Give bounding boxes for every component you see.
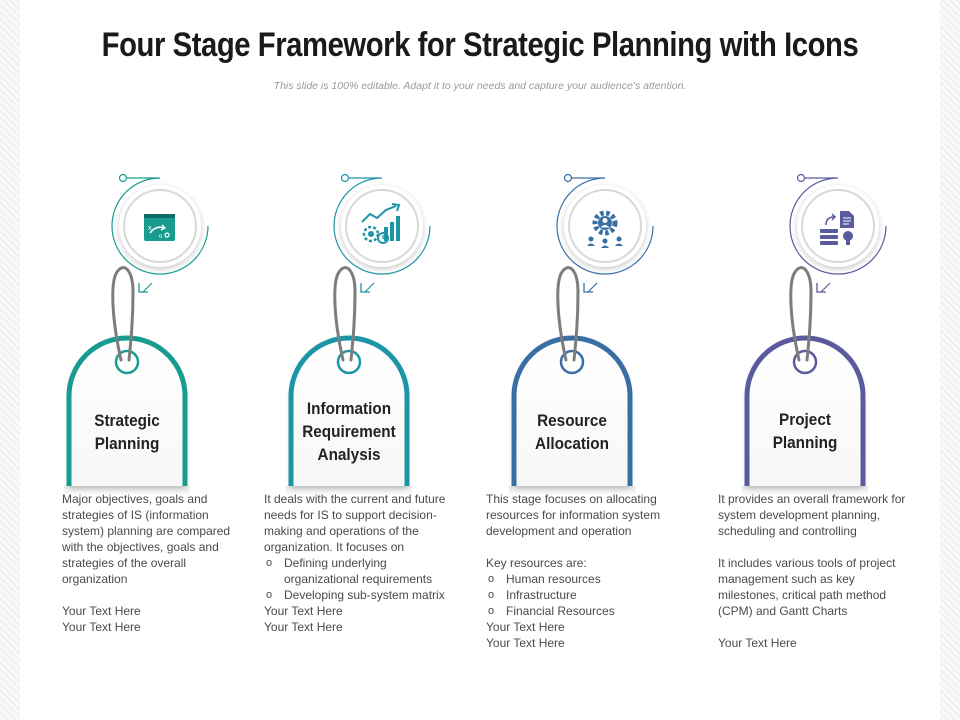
slide-title: Four Stage Framework for Strategic Planning with Icons [101,26,859,64]
slide-subtitle: This slide is 100% editable. Adapt it to your needs and capture your audience’s attention. [273,80,687,92]
svg-text:o: o [159,234,163,240]
placeholder-text: Your Text Here [62,620,141,634]
description-text: It provides an overall framework for system development planning, scheduling and controlling [718,492,906,538]
stage-1-title-line: Strategic [94,411,160,430]
stage-1-description [62,491,238,635]
bullet-item: o Developing sub-system matrix [264,587,450,603]
bullet-item: o Infrastructure [486,587,676,603]
stage-2-title-line: Requirement [302,422,396,441]
stage-1-title-line: Planning [94,434,160,453]
stage-3-icon-badge [557,175,653,293]
bullet-item: o Financial Resources [486,603,676,619]
bullet-list [264,555,450,603]
description-text: It deals with the current and future needs for IS to support decision-making and operations of the organization. It focuses on [264,492,446,554]
svg-text:x: x [148,225,152,232]
stage-4-title [747,408,864,454]
stage-4-title-line: Planning [772,433,838,452]
key-resources-heading: Key resources are: [486,556,587,570]
stage-2-title [291,397,408,466]
placeholder-text: Your Text Here [264,604,343,618]
placeholder-text: Your Text Here [62,604,141,618]
stage-2-title-line: Information [306,399,392,418]
description-text: This stage focuses on allocating resources for information system development and operation [486,492,661,538]
placeholder-text: Your Text Here [486,620,565,634]
strategy-board-icon [144,214,175,241]
bullet-item: o Defining underlying organizational requirements [264,555,450,587]
placeholder-text: Your Text Here [718,636,797,650]
stage-4-description [718,491,914,651]
stage-3-title-line: Resource [537,411,607,430]
description-text: Major objectives, goals and strategies of IS (information system) planning are compared with the objectives, goals and strategies of the overall organization [62,492,231,586]
stage-1-title [69,409,186,455]
description-text: It includes various tools of project management such as key milestones, critical path method (CPM) and Gantt Charts [718,556,896,618]
stage-4-icon-badge [790,175,886,293]
placeholder-text: Your Text Here [486,636,565,650]
stage-2-description [264,491,450,635]
bullet-list [486,571,676,619]
placeholder-text: Your Text Here [264,620,343,634]
bullet-item: o Human resources [486,571,676,587]
stage-4-title-line: Project [779,410,831,429]
stage-3-title-line: Allocation [535,434,609,453]
stage-3-description [486,491,676,651]
stage-2-title-line: Analysis [317,445,381,464]
stage-3-title [514,409,631,455]
